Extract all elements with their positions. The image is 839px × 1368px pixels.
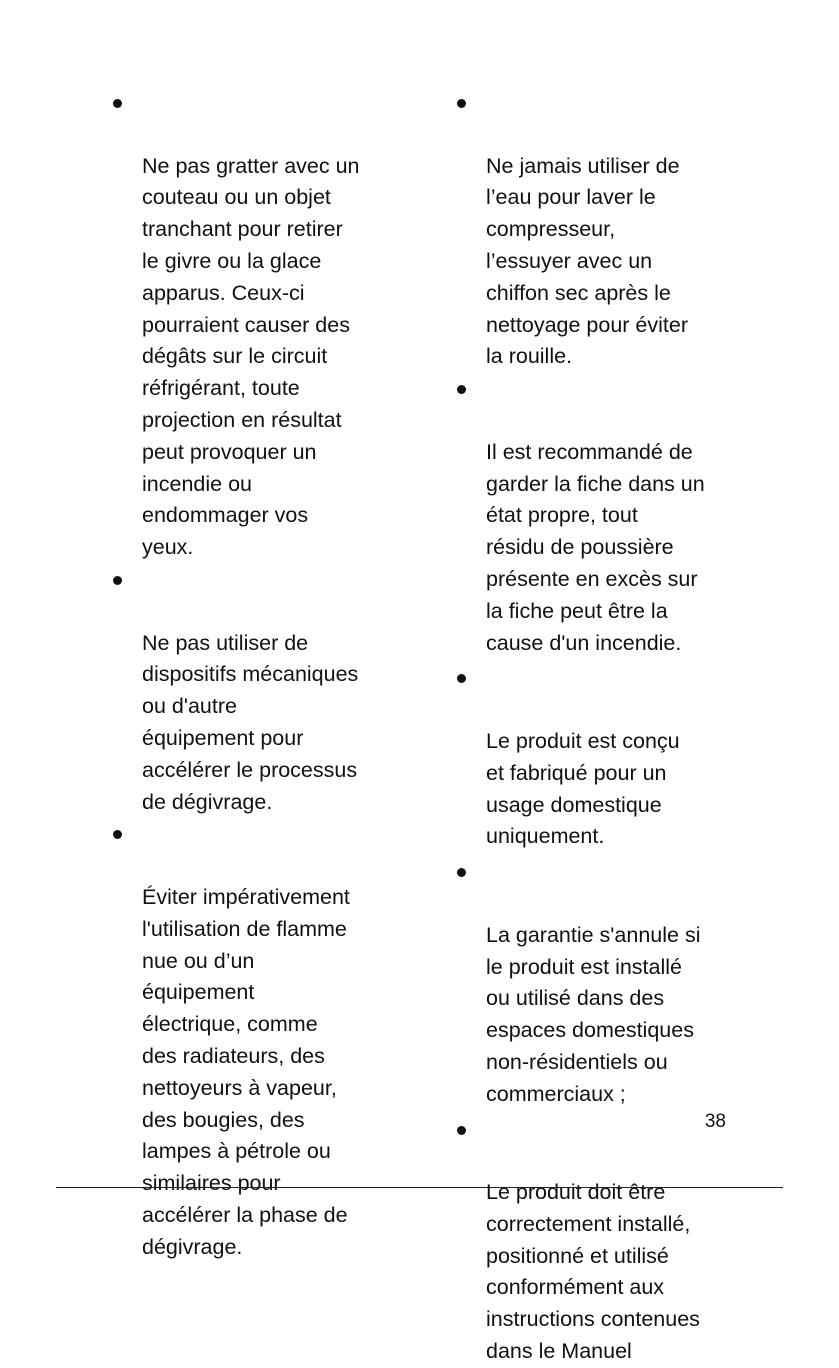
list-item-text: Éviter impérativement l'utilisation de flamme nue ou d’un équipement électrique, comme des radiateurs, des nettoyeurs à vapeur, des bougies, des lampes à pétrole ou similaires pour accélérer la phase de dégivrage. (142, 884, 350, 1259)
bullet-icon (457, 99, 466, 108)
list-item-text: Le produit doit être correctement installé, positionné et utilisé conformément aux instructions contenues dans le Manuel (486, 1180, 700, 1364)
list-item (454, 856, 744, 1110)
bullet-icon (457, 674, 466, 683)
list-item (110, 87, 400, 564)
bullet-icon (113, 576, 122, 585)
list-item-text: La garantie s'annule si le produit est installé ou utilisé dans des espaces domestiques non-résidentiels ou commerciaux ; (486, 922, 701, 1106)
list-item (454, 373, 744, 659)
list-item (454, 1114, 744, 1368)
bullet-icon (457, 385, 466, 394)
list-item-text: Le produit est conçu et fabriqué pour un usage domestique uniquement. (486, 728, 680, 849)
footer-divider (56, 1187, 783, 1188)
list-item-text: Ne pas utiliser de dispositifs mécaniques ou d'autre équipement pour accélérer le processus de dégivrage. (142, 630, 359, 814)
list-item-text: Ne pas gratter avec un couteau ou un objet tranchant pour retirer le givre ou la glace apparus. Ceux-ci pourraient causer des dégâts sur le circuit réfrigérant, toute projection en résultat peut provoquer un incendie ou endommager vos yeux. (142, 153, 360, 560)
list-item-text: Il est recommandé de garder la fiche dans un état propre, tout résidu de poussière présente en excès sur la fiche peut être la cause d'un incendie. (486, 439, 705, 655)
list-item (454, 662, 744, 853)
page-number: 38 (704, 1111, 726, 1132)
bullet-icon (113, 99, 122, 108)
list-item (454, 87, 744, 373)
bullet-icon (457, 868, 466, 877)
list-item (110, 564, 400, 818)
right-column (454, 87, 744, 1368)
bullet-icon (457, 1126, 466, 1135)
left-column (110, 87, 400, 1263)
list-item-text: Ne jamais utiliser de l’eau pour laver le compresseur, l’essuyer avec un chiffon sec après le nettoyage pour éviter la rouille. (486, 153, 688, 369)
bullet-icon (113, 830, 122, 839)
list-item (110, 818, 400, 1263)
